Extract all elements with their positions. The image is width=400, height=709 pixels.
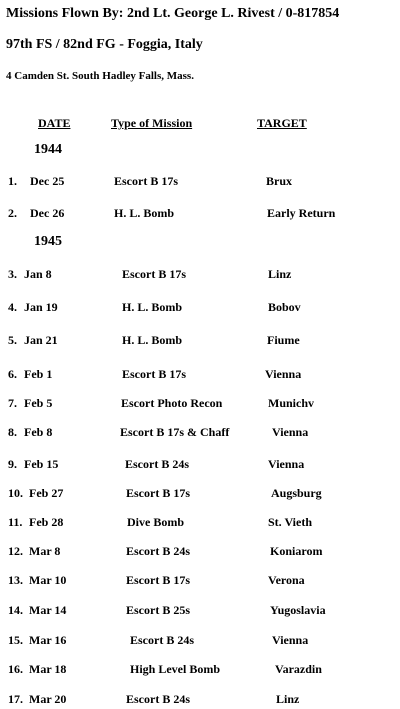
mission-type: High Level Bomb xyxy=(130,662,221,676)
mission-date: Jan 21 xyxy=(24,333,58,347)
mission-type: Escort B 17s xyxy=(122,267,186,281)
mission-row xyxy=(0,457,400,473)
mission-number: 9. xyxy=(8,457,17,471)
mission-target: St. Vieth xyxy=(268,515,313,529)
mission-target: Vienna xyxy=(272,425,309,439)
mission-row xyxy=(0,692,400,708)
mission-number: 5. xyxy=(8,333,17,347)
mission-target: Linz xyxy=(276,692,300,706)
mission-date: Feb 28 xyxy=(29,515,64,529)
mission-type: Escort B 17s xyxy=(126,573,190,587)
mission-date: Jan 8 xyxy=(24,267,52,281)
mission-type: Escort B 24s xyxy=(130,633,194,647)
mission-row xyxy=(0,300,400,316)
mission-target: Varazdin xyxy=(275,662,322,676)
year-heading-1944: 1944 xyxy=(34,142,62,157)
mission-target: Bobov xyxy=(268,300,301,314)
mission-target: Koniarom xyxy=(270,544,323,558)
mission-number: 17. xyxy=(8,692,23,706)
mission-number: 14. xyxy=(8,603,23,617)
mission-date: Mar 14 xyxy=(29,603,67,617)
mission-row xyxy=(0,425,400,441)
mission-type: H. L. Bomb xyxy=(122,333,183,347)
mission-date: Mar 10 xyxy=(29,573,67,587)
mission-number: 15. xyxy=(8,633,23,647)
mission-number: 3. xyxy=(8,267,17,281)
mission-type: Dive Bomb xyxy=(127,515,184,529)
mission-type: Escort B 24s xyxy=(126,544,190,558)
mission-type: Escort B 17s xyxy=(114,174,178,188)
mission-row xyxy=(0,486,400,502)
mission-date: Mar 18 xyxy=(29,662,67,676)
mission-date: Feb 8 xyxy=(24,425,53,439)
mission-date: Jan 19 xyxy=(24,300,58,314)
mission-number: 16. xyxy=(8,662,23,676)
mission-date: Feb 27 xyxy=(29,486,64,500)
mission-number: 1. xyxy=(8,174,17,188)
mission-row xyxy=(0,515,400,531)
column-header-target: TARGET xyxy=(257,116,307,130)
mission-target: Munichv xyxy=(268,396,315,410)
column-header-date: DATE xyxy=(38,116,71,130)
mission-row xyxy=(0,662,400,678)
mission-type: Escort B 17s xyxy=(126,486,190,500)
mission-row xyxy=(0,206,400,222)
mission-row xyxy=(0,333,400,349)
header-line-1: Missions Flown By: 2nd Lt. George L. Rivest / 0-817854 xyxy=(6,6,340,21)
mission-type: Escort B 25s xyxy=(126,603,190,617)
mission-number: 8. xyxy=(8,425,17,439)
mission-type: Escort Photo Recon xyxy=(121,396,223,410)
mission-date: Dec 26 xyxy=(30,206,65,220)
header-line-2: 97th FS / 82nd FG - Foggia, Italy xyxy=(6,37,203,52)
mission-target: Early Return xyxy=(267,206,336,220)
mission-date: Mar 8 xyxy=(29,544,61,558)
mission-target: Fiume xyxy=(267,333,300,347)
header-line-3: 4 Camden St. South Hadley Falls, Mass. xyxy=(6,70,194,82)
mission-number: 7. xyxy=(8,396,17,410)
mission-target: Yugoslavia xyxy=(270,603,326,617)
mission-number: 2. xyxy=(8,206,17,220)
mission-row xyxy=(0,573,400,589)
mission-target: Vienna xyxy=(265,367,302,381)
mission-number: 11. xyxy=(8,515,23,529)
column-header-type: Type of Mission xyxy=(111,116,193,130)
mission-row xyxy=(0,367,400,383)
mission-target: Vienna xyxy=(268,457,305,471)
mission-target: Linz xyxy=(268,267,292,281)
mission-type: Escort B 24s xyxy=(125,457,189,471)
mission-date: Feb 5 xyxy=(24,396,53,410)
mission-date: Mar 16 xyxy=(29,633,67,647)
mission-number: 12. xyxy=(8,544,23,558)
mission-target: Verona xyxy=(268,573,305,587)
mission-row xyxy=(0,544,400,560)
mission-number: 10. xyxy=(8,486,23,500)
mission-date: Feb 15 xyxy=(24,457,59,471)
mission-row xyxy=(0,267,400,283)
mission-target: Augsburg xyxy=(271,486,322,500)
mission-date: Mar 20 xyxy=(29,692,67,706)
mission-row xyxy=(0,174,400,190)
mission-target: Vienna xyxy=(272,633,309,647)
mission-row xyxy=(0,633,400,649)
mission-number: 4. xyxy=(8,300,17,314)
mission-date: Feb 1 xyxy=(24,367,53,381)
mission-target: Brux xyxy=(266,174,293,188)
mission-type: H. L. Bomb xyxy=(122,300,183,314)
mission-type: H. L. Bomb xyxy=(114,206,175,220)
mission-type: Escort B 24s xyxy=(126,692,190,706)
mission-type: Escort B 17s & Chaff xyxy=(120,425,230,439)
mission-type: Escort B 17s xyxy=(122,367,186,381)
mission-date: Dec 25 xyxy=(30,174,65,188)
mission-number: 6. xyxy=(8,367,17,381)
mission-number: 13. xyxy=(8,573,23,587)
mission-row xyxy=(0,603,400,619)
mission-row xyxy=(0,396,400,412)
year-heading-1945: 1945 xyxy=(34,234,62,249)
